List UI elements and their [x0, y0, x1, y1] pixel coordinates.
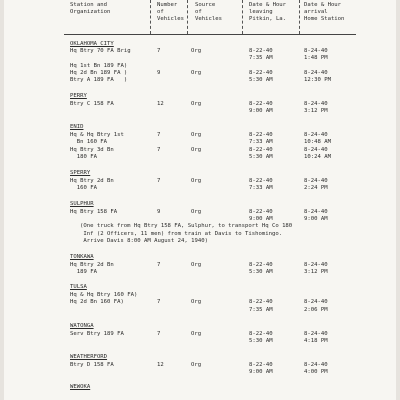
location-heading — [4, 93, 396, 100]
note-line — [4, 223, 396, 230]
departure-cell: 5:30 AM — [249, 269, 273, 275]
source-cell: Org — [191, 331, 202, 337]
arrival-cell: 8-24-40 — [304, 101, 328, 107]
departure-cell: 8-22-40 — [249, 299, 273, 305]
source-cell: Org — [191, 178, 202, 184]
organization-cell: Hq Btry 70 FA Brig — [70, 48, 131, 54]
arrival-cell: 4:18 PM — [304, 338, 328, 344]
table-row — [4, 292, 396, 299]
departure-cell: 9:00 AM — [249, 216, 273, 222]
location-heading — [4, 384, 396, 391]
table-row — [4, 55, 396, 62]
arrival-cell: 8-24-40 — [304, 147, 328, 153]
organization-cell: OKLAHOMA CITY — [70, 41, 114, 47]
organization-cell: Serv Btry 189 FA — [70, 331, 124, 337]
departure-cell: 7:35 AM — [249, 55, 273, 61]
location-heading — [4, 124, 396, 131]
note-line — [4, 238, 396, 245]
organization-cell: WEATHERFORD — [70, 354, 108, 360]
table-row — [4, 147, 396, 154]
header-leaving: Date & Hour leaving Pitkin, La. — [249, 2, 287, 22]
source-cell: Org — [191, 209, 202, 215]
departure-cell: 7:35 AM — [249, 307, 273, 313]
departure-cell: 7:33 AM — [249, 185, 273, 191]
table-row — [4, 154, 396, 161]
organization-cell: SULPHUR — [70, 201, 94, 207]
vehicle-count-cell: 9 — [157, 209, 161, 215]
table-row — [4, 307, 396, 314]
organization-cell: 160 FA — [70, 185, 97, 191]
departure-cell: 8-22-40 — [249, 178, 273, 184]
column-rule — [299, 0, 300, 34]
location-heading — [4, 254, 396, 261]
source-cell: Org — [191, 132, 202, 138]
note-text: (One truck from Hq Btry 158 FA, Sulphur, to transport Hq Co 180 — [80, 223, 293, 229]
location-heading — [4, 354, 396, 361]
note-text: Arrive Davis 8:00 AM August 24, 1940) — [80, 238, 208, 244]
note-line — [4, 231, 396, 238]
source-cell: Org — [191, 70, 202, 76]
organization-cell: Hq Btry 2d Bn — [70, 178, 114, 184]
table-row — [4, 63, 396, 70]
arrival-cell: 9:00 AM — [304, 216, 328, 222]
table-row — [4, 185, 396, 192]
arrival-cell: 8-24-40 — [304, 299, 328, 305]
column-rule — [187, 0, 188, 34]
arrival-cell: 8-24-40 — [304, 178, 328, 184]
table-row — [4, 338, 396, 345]
departure-cell: 5:30 AM — [249, 154, 273, 160]
arrival-cell: 8-24-40 — [304, 331, 328, 337]
departure-cell: 8-22-40 — [249, 70, 273, 76]
table-row — [4, 269, 396, 276]
source-cell: Org — [191, 101, 202, 107]
table-row — [4, 77, 396, 84]
source-cell: Org — [191, 362, 202, 368]
departure-cell: 8-22-40 — [249, 262, 273, 268]
arrival-cell: 10:24 AM — [304, 154, 331, 160]
arrival-cell: 3:12 PM — [304, 269, 328, 275]
table-row — [4, 132, 396, 139]
departure-cell: 8-22-40 — [249, 48, 273, 54]
arrival-cell: 4:00 PM — [304, 369, 328, 375]
vehicle-count-cell: 7 — [157, 147, 161, 153]
vehicle-count-cell: 7 — [157, 48, 161, 54]
location-heading — [4, 170, 396, 177]
organization-cell: Hq & Hq Btry 160 FA) — [70, 292, 138, 298]
table-row — [4, 48, 396, 55]
organization-cell: Hq Btry 158 FA — [70, 209, 118, 215]
header-rule — [64, 34, 356, 35]
table-row — [4, 331, 396, 338]
vehicle-count-cell: 9 — [157, 70, 161, 76]
organization-cell: ENID — [70, 124, 84, 130]
location-heading — [4, 323, 396, 330]
organization-cell: Hq 2d Bn 160 FA) — [70, 299, 124, 305]
vehicle-count-cell: 7 — [157, 132, 161, 138]
note-text: Inf (2 Officers, 11 men) from train at Davis to Tishomingo. — [80, 231, 283, 237]
table-row — [4, 178, 396, 185]
document-page — [4, 0, 396, 400]
location-heading — [4, 41, 396, 48]
organization-cell: Btry C 158 FA — [70, 101, 114, 107]
source-cell: Org — [191, 262, 202, 268]
vehicle-count-cell: 12 — [157, 101, 164, 107]
location-heading — [4, 201, 396, 208]
table-row — [4, 101, 396, 108]
arrival-cell: 2:24 PM — [304, 185, 328, 191]
table-row — [4, 299, 396, 306]
vehicle-count-cell: 7 — [157, 178, 161, 184]
table-row — [4, 262, 396, 269]
header-station: Station and Organization — [70, 2, 111, 15]
organization-cell: Hq 1st Bn 189 FA) — [70, 63, 128, 69]
arrival-cell: 8-24-40 — [304, 48, 328, 54]
departure-cell: 5:30 AM — [249, 338, 273, 344]
arrival-cell: 8-24-40 — [304, 209, 328, 215]
organization-cell: Hq & Hq Btry 1st — [70, 132, 124, 138]
organization-cell: PERRY — [70, 93, 87, 99]
source-cell: Org — [191, 299, 202, 305]
arrival-cell: 8-24-40 — [304, 362, 328, 368]
table-row — [4, 362, 396, 369]
departure-cell: 8-22-40 — [249, 101, 273, 107]
column-rule — [150, 0, 151, 34]
location-heading — [4, 284, 396, 291]
column-rule — [242, 0, 243, 34]
departure-cell: 8-22-40 — [249, 362, 273, 368]
organization-cell: Hq Btry 3d Bn — [70, 147, 114, 153]
arrival-cell: 8-24-40 — [304, 262, 328, 268]
organization-cell: 189 FA — [70, 269, 97, 275]
organization-cell: WEWOKA — [70, 384, 91, 390]
organization-cell: TONKAWA — [70, 254, 94, 260]
departure-cell: 9:00 AM — [249, 369, 273, 375]
departure-cell: 8-22-40 — [249, 331, 273, 337]
organization-cell: Bn 160 FA — [70, 139, 108, 145]
table-row — [4, 209, 396, 216]
departure-cell: 5:30 AM — [249, 77, 273, 83]
organization-cell: WATONGA — [70, 323, 94, 329]
arrival-cell: 2:06 PM — [304, 307, 328, 313]
header-vehicles: Number of Vehicles — [157, 2, 184, 22]
source-cell: Org — [191, 48, 202, 54]
arrival-cell: 1:48 PM — [304, 55, 328, 61]
departure-cell: 8-22-40 — [249, 147, 273, 153]
arrival-cell: 10:48 AM — [304, 139, 331, 145]
organization-cell: 180 FA — [70, 154, 97, 160]
table-row — [4, 216, 396, 223]
header-source: Source of Vehicles — [195, 2, 222, 22]
table-row — [4, 70, 396, 77]
vehicle-count-cell: 12 — [157, 362, 164, 368]
header-arrival: Date & Hour arrival Home Station — [304, 2, 345, 22]
organization-cell: SPERRY — [70, 170, 91, 176]
departure-cell: 9:00 AM — [249, 108, 273, 114]
organization-cell: Hq Btry 2d Bn — [70, 262, 114, 268]
organization-cell: Hq 2d Bn 189 FA ) — [70, 70, 128, 76]
vehicle-count-cell: 7 — [157, 331, 161, 337]
arrival-cell: 12:30 PM — [304, 77, 331, 83]
table-row — [4, 108, 396, 115]
table-row — [4, 369, 396, 376]
organization-cell: Btry A 189 FA ) — [70, 77, 128, 83]
organization-cell: Btry D 158 FA — [70, 362, 114, 368]
departure-cell: 7:33 AM — [249, 139, 273, 145]
organization-cell: TULSA — [70, 284, 87, 290]
departure-cell: 8-22-40 — [249, 132, 273, 138]
source-cell: Org — [191, 147, 202, 153]
departure-cell: 8-22-40 — [249, 209, 273, 215]
table-row — [4, 139, 396, 146]
arrival-cell: 8-24-40 — [304, 132, 328, 138]
vehicle-count-cell: 7 — [157, 299, 161, 305]
arrival-cell: 8-24-40 — [304, 70, 328, 76]
arrival-cell: 3:12 PM — [304, 108, 328, 114]
vehicle-count-cell: 7 — [157, 262, 161, 268]
